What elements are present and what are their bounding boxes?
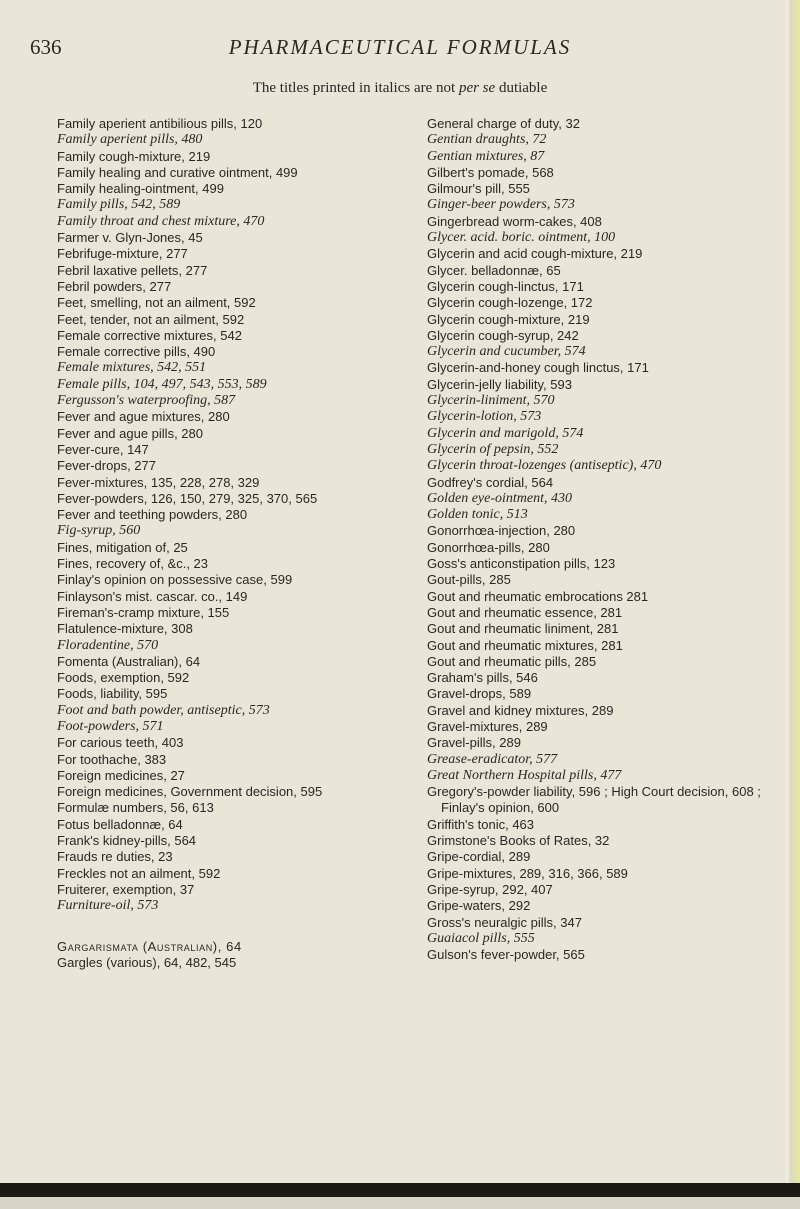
index-entry: Glycerin cough-syrup, 242: [427, 327, 579, 343]
index-entry: Glycerin-lotion, 573: [427, 409, 542, 425]
page-edge: [786, 0, 800, 1209]
index-entry: Gravel and kidney mixtures, 289: [427, 702, 614, 718]
index-entry: Fomenta (Australian), 64: [57, 653, 201, 669]
index-entry: Farmer v. Glyn-Jones, 45: [57, 230, 203, 246]
index-entry: Golden eye-ointment, 430: [427, 490, 573, 506]
index-entry: Gonorrhœa-injection, 280: [427, 523, 576, 539]
index-entry: Family cough-mixture, 219: [57, 148, 211, 164]
index-entry: Glycerin and acid cough-mixture, 219: [427, 246, 643, 262]
page-header: [30, 35, 770, 65]
index-entry: Ginger-beer powders, 573: [427, 197, 575, 213]
index-entry: Gilbert's pomade, 568: [427, 164, 554, 180]
index-entry: Griffith's tonic, 463: [427, 816, 535, 832]
index-entry: Foreign medicines, 27: [57, 767, 185, 783]
index-entry: Foods, exemption, 592: [57, 670, 190, 686]
index-entry: Fruiterer, exemption, 37: [57, 881, 195, 897]
index-entry: For carious teeth, 403: [57, 735, 184, 751]
index-entry: Gravel-pills, 289: [427, 735, 521, 751]
index-entry: Gout and rheumatic liniment, 281: [427, 621, 619, 637]
index-entry: Frauds re duties, 23: [57, 849, 173, 865]
index-entry: Family aperient antibilious pills, 120: [57, 116, 263, 131]
index-entry: Glycerin-liniment, 570: [427, 393, 555, 409]
index-entry: Female pills, 104, 497, 543, 553, 589: [57, 376, 267, 392]
index-entry: Goss's anticonstipation pills, 123: [427, 556, 616, 572]
index-entry: Fines, mitigation of, 25: [57, 539, 188, 555]
index-entry: Gregory's-powder liability, 596 ; High Court decision, 608 ; Finlay's opinion, 600: [427, 784, 761, 816]
index-entry: Gingerbread worm-cakes, 408: [427, 213, 602, 229]
index-entry: Fever-powders, 126, 150, 279, 325, 370, 565: [57, 490, 318, 506]
bottom-rule: [0, 1183, 800, 1197]
index-entry: Fireman's-cramp mixture, 155: [57, 604, 230, 620]
index-entry: Gravel-drops, 589: [427, 686, 532, 702]
index-entry: Graham's pills, 546: [427, 670, 538, 686]
index-entry: Glycerin-jelly liability, 593: [427, 376, 572, 392]
index-entry: Fever and teething powders, 280: [57, 507, 248, 523]
subtitle-italic: per se: [458, 80, 496, 96]
index-entry: Fever and ague pills, 280: [57, 425, 203, 441]
index-entry: Female corrective mixtures, 542: [57, 327, 242, 343]
index-entry: Gentian mixtures, 87: [427, 148, 545, 164]
index-column-right: [427, 116, 777, 963]
index-entry: Gripe-mixtures, 289, 316, 366, 589: [427, 865, 628, 881]
index-entry: Fever-drops, 277: [57, 458, 156, 474]
index-entry: Grease-eradicator, 577: [427, 751, 558, 767]
index-entry: Fever-cure, 147: [57, 441, 149, 457]
index-entry: General charge of duty, 32: [427, 116, 580, 131]
subtitle-suffix: dutiable: [498, 80, 548, 96]
index-entry: Fotus belladonnæ, 64: [57, 816, 183, 832]
index-entry: Feet, smelling, not an ailment, 592: [57, 295, 256, 311]
index-entry: Gripe-syrup, 292, 407: [427, 881, 553, 897]
index-entry: Gargarismata (Australian), 64: [57, 938, 242, 954]
index-entry: Feet, tender, not an ailment, 592: [57, 311, 245, 327]
page-number: 636: [30, 35, 62, 59]
index-entry: Febril laxative pellets, 277: [57, 262, 208, 278]
index-entry: Family healing-ointment, 499: [57, 181, 224, 197]
index-entry: Foreign medicines, Government decision, 595: [57, 784, 323, 800]
index-entry: Grimstone's Books of Rates, 32: [427, 833, 610, 849]
subtitle-prefix: The titles printed in italics are not: [252, 80, 456, 96]
index-entry: Glycerin throat-lozenges (antiseptic), 470: [427, 458, 662, 474]
index-entry: Foot and bath powder, antiseptic, 573: [57, 702, 270, 718]
index-entry: Gout and rheumatic embrocations 281: [427, 588, 649, 604]
index-entry: Family pills, 542, 589: [57, 197, 181, 213]
index-entry: Flatulence-mixture, 308: [57, 621, 193, 637]
index-entry: Finlayson's mist. cascar. co., 149: [57, 588, 248, 604]
index-entry: Gentian draughts, 72: [427, 132, 547, 148]
index-entry: Glycerin-and-honey cough linctus, 171: [427, 360, 649, 376]
index-entry: Glycerin cough-linctus, 171: [427, 278, 584, 294]
index-entry: Gilmour's pill, 555: [427, 181, 530, 197]
index-entry: Fergusson's waterproofing, 587: [57, 393, 236, 409]
index-entry: For toothache, 383: [57, 751, 167, 767]
index-entry: Gout and rheumatic pills, 285: [427, 653, 597, 669]
index-entry: Glycerin and cucumber, 574: [427, 344, 586, 360]
index-entry: Frank's kidney-pills, 564: [57, 833, 197, 849]
index-entry: Gout-pills, 285: [427, 572, 511, 588]
bottom-band: [0, 1197, 800, 1209]
index-entry: Foods, liability, 595: [57, 686, 168, 702]
index-entry: Gout and rheumatic essence, 281: [427, 604, 623, 620]
index-entry: Great Northern Hospital pills, 477: [427, 767, 622, 783]
index-entry: Glycer. acid. boric. ointment, 100: [427, 230, 616, 246]
index-subtitle: [0, 80, 800, 97]
index-entry: Glycerin of pepsin, 552: [427, 441, 559, 457]
index-entry: Gulson's fever-powder, 565: [427, 947, 585, 963]
index-entry: Glycerin cough-lozenge, 172: [427, 295, 593, 311]
index-entry: Fig-syrup, 560: [57, 523, 141, 539]
index-entry: Gonorrhœa-pills, 280: [427, 539, 550, 555]
index-entry: Fines, recovery of, &c., 23: [57, 556, 209, 572]
index-entry: Family aperient pills, 480: [57, 132, 203, 148]
index-entry: Family healing and curative ointment, 499: [57, 164, 298, 180]
index-entry: Gout and rheumatic mixtures, 281: [427, 637, 623, 653]
index-entry: Female corrective pills, 490: [57, 344, 216, 360]
index-entry: Family throat and chest mixture, 470: [57, 213, 265, 229]
running-title: PHARMACEUTICAL FORMULAS: [228, 35, 572, 59]
index-entry: Glycerin and marigold, 574: [427, 425, 584, 441]
index-entry: Freckles not an ailment, 592: [57, 865, 221, 881]
index-entry: Fever-mixtures, 135, 228, 278, 329: [57, 474, 260, 490]
index-entry: Febrifuge-mixture, 277: [57, 246, 188, 262]
index-entry: Floradentine, 570: [57, 637, 159, 653]
index-entry: Febril powders, 277: [57, 278, 172, 294]
index-entry: Furniture-oil, 573: [57, 898, 159, 914]
index-entry: Guaiacol pills, 555: [427, 930, 535, 946]
index-entry: Finlay's opinion on possessive case, 599: [57, 572, 293, 588]
index-entry: Glycerin cough-mixture, 219: [427, 311, 590, 327]
index-entry: Fever and ague mixtures, 280: [57, 409, 230, 425]
index-entry: Female mixtures, 542, 551: [57, 360, 207, 376]
index-entry: Godfrey's cordial, 564: [427, 474, 554, 490]
index-entry: Formulæ numbers, 56, 613: [57, 800, 214, 816]
index-entry: Foot-powders, 571: [57, 718, 164, 734]
index-entry: Gravel-mixtures, 289: [427, 718, 548, 734]
index-entry: Gross's neuralgic pills, 347: [427, 914, 582, 930]
index-entry: Glycer. belladonnæ, 65: [427, 262, 561, 278]
index-entry: Golden tonic, 513: [427, 507, 528, 523]
index-entry: Gripe-waters, 292: [427, 898, 531, 914]
index-entry: Gripe-cordial, 289: [427, 849, 531, 865]
index-entry: Gargles (various), 64, 482, 545: [57, 954, 237, 970]
index-column-left: [57, 116, 397, 971]
